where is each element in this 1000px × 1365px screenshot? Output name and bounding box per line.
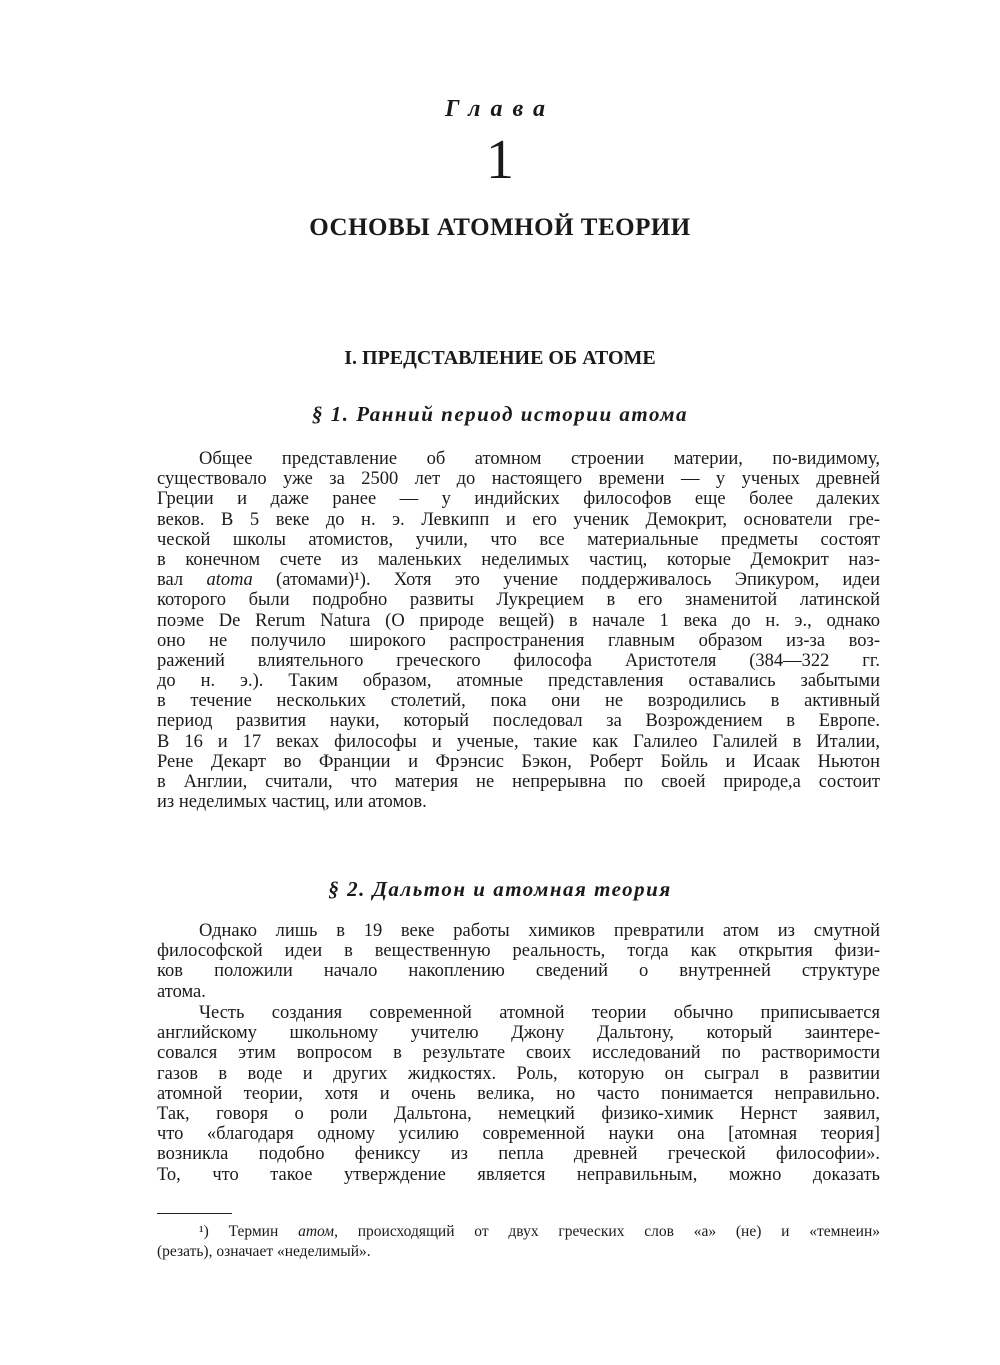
footnote-divider xyxy=(157,1213,232,1214)
text-line: философской идеи в вещественную реальность, тогда как открытия физи- xyxy=(157,941,880,962)
text-line xyxy=(157,570,880,590)
section-1-paragraph xyxy=(157,449,880,812)
text-line: ческой школы атомистов, учили, что все материальные предметы состоят xyxy=(157,529,880,550)
text-line: в течение нескольких столетий, пока они не возродились в активный xyxy=(157,691,880,712)
chapter-title: ОСНОВЫ АТОМНОЙ ТЕОРИИ xyxy=(309,214,691,241)
footnote xyxy=(157,1222,880,1262)
text-line: из неделимых частиц, или атомов. xyxy=(157,792,427,813)
text-line: атома. xyxy=(157,981,206,1002)
section-2-paragraph-2 xyxy=(157,1003,880,1185)
text-line: что «благодаря одному усилию современной науки она [атомная теория] xyxy=(157,1124,880,1145)
part-title: I. ПРЕДСТАВЛЕНИЕ ОБ АТОМЕ xyxy=(344,347,656,369)
italic-term: atoma xyxy=(206,570,253,591)
text-line: веков. В 5 веке до н. э. Левкипп и его ученик Демокрит, основатели гре- xyxy=(157,509,880,530)
text-line: Греции и даже ранее — у индийских философов еще более далеких xyxy=(157,489,880,510)
text-line: до н. э.). Таким образом, атомные представления оставались забытыми xyxy=(157,671,880,692)
text-line: Общее представление об атомном строении материи, по-видимому, xyxy=(199,449,880,469)
text-line: В 16 и 17 веках философы и ученые, такие как Галилео Галилей в Италии, xyxy=(157,731,880,752)
text-line: Рене Декарт во Франции и Фрэнсис Бэкон, Роберт Бойль и Исаак Ньютон xyxy=(157,751,880,772)
italic-term: атом xyxy=(298,1223,335,1240)
text-span: ¹) Термин xyxy=(199,1223,299,1240)
text-line: период развития науки, который последовал за Возрождением в Европе. xyxy=(157,711,880,732)
section-2-heading: § 2. Дальтон и атомная теория xyxy=(328,877,672,901)
text-line: существовало уже за 2500 лет до настоящего времени — у ученых древней xyxy=(157,469,880,490)
text-span: вал xyxy=(157,570,207,591)
section-1-heading: § 1. Ранний период истории атома xyxy=(311,402,689,426)
text-line: совался этим вопросом в результате своих исследований по растворимости xyxy=(157,1043,880,1064)
text-line: поэме De Rerum Natura (О природе вещей) в начале 1 века до н. э., однако xyxy=(157,610,880,631)
text-line: газов в воде и других жидкостях. Роль, которую он сыграл в развитии xyxy=(157,1063,880,1084)
footnote-line: (резать), означает «неделимый». xyxy=(157,1243,371,1261)
footnote-line xyxy=(157,1222,880,1242)
text-line: в Англии, считали, что материя не непрерывна по своей природе,а состоит xyxy=(157,772,880,792)
text-line: оно не получило широкого распространения главным образом из-за воз- xyxy=(157,630,880,651)
text-line: в конечном счете из маленьких неделимых частиц, которые Демокрит наз- xyxy=(157,549,880,570)
text-line: ражений влиятельного греческого философа Аристотеля (384—322 гг. xyxy=(157,650,880,671)
text-line: Честь создания современной атомной теории обычно приписывается xyxy=(199,1003,880,1023)
text-line: атомной теории, хотя и очень велика, но часто понимается неправильно. xyxy=(157,1083,880,1104)
text-line: английскому школьному учителю Джону Дальтону, который заинтере- xyxy=(157,1023,880,1044)
text-line: ков положили начало накоплению сведений о внутренней структуре xyxy=(157,961,880,982)
text-line: возникла подобно фениксу из пепла древней греческой философии». xyxy=(157,1144,880,1165)
text-span: , происходящий от двух греческих слов «а» (не) и «темнеин» xyxy=(334,1223,880,1240)
text-span: (атомами)¹). Хотя это учение поддерживалось Эпикуром, идеи xyxy=(252,570,880,591)
chapter-label: Глава xyxy=(444,96,556,122)
section-2-paragraph-1 xyxy=(157,921,880,1002)
text-line: которого были подробно развиты Лукрецием в его знаменитой латинской xyxy=(157,590,880,611)
text-line: Так, говоря о роли Дальтона, немецкий физико-химик Нернст заявил, xyxy=(157,1103,880,1124)
chapter-number: 1 xyxy=(486,129,514,191)
text-line: То, что такое утверждение является неправильным, можно доказать xyxy=(157,1164,880,1185)
text-line: Однако лишь в 19 веке работы химиков превратили атом из смутной xyxy=(199,921,880,941)
